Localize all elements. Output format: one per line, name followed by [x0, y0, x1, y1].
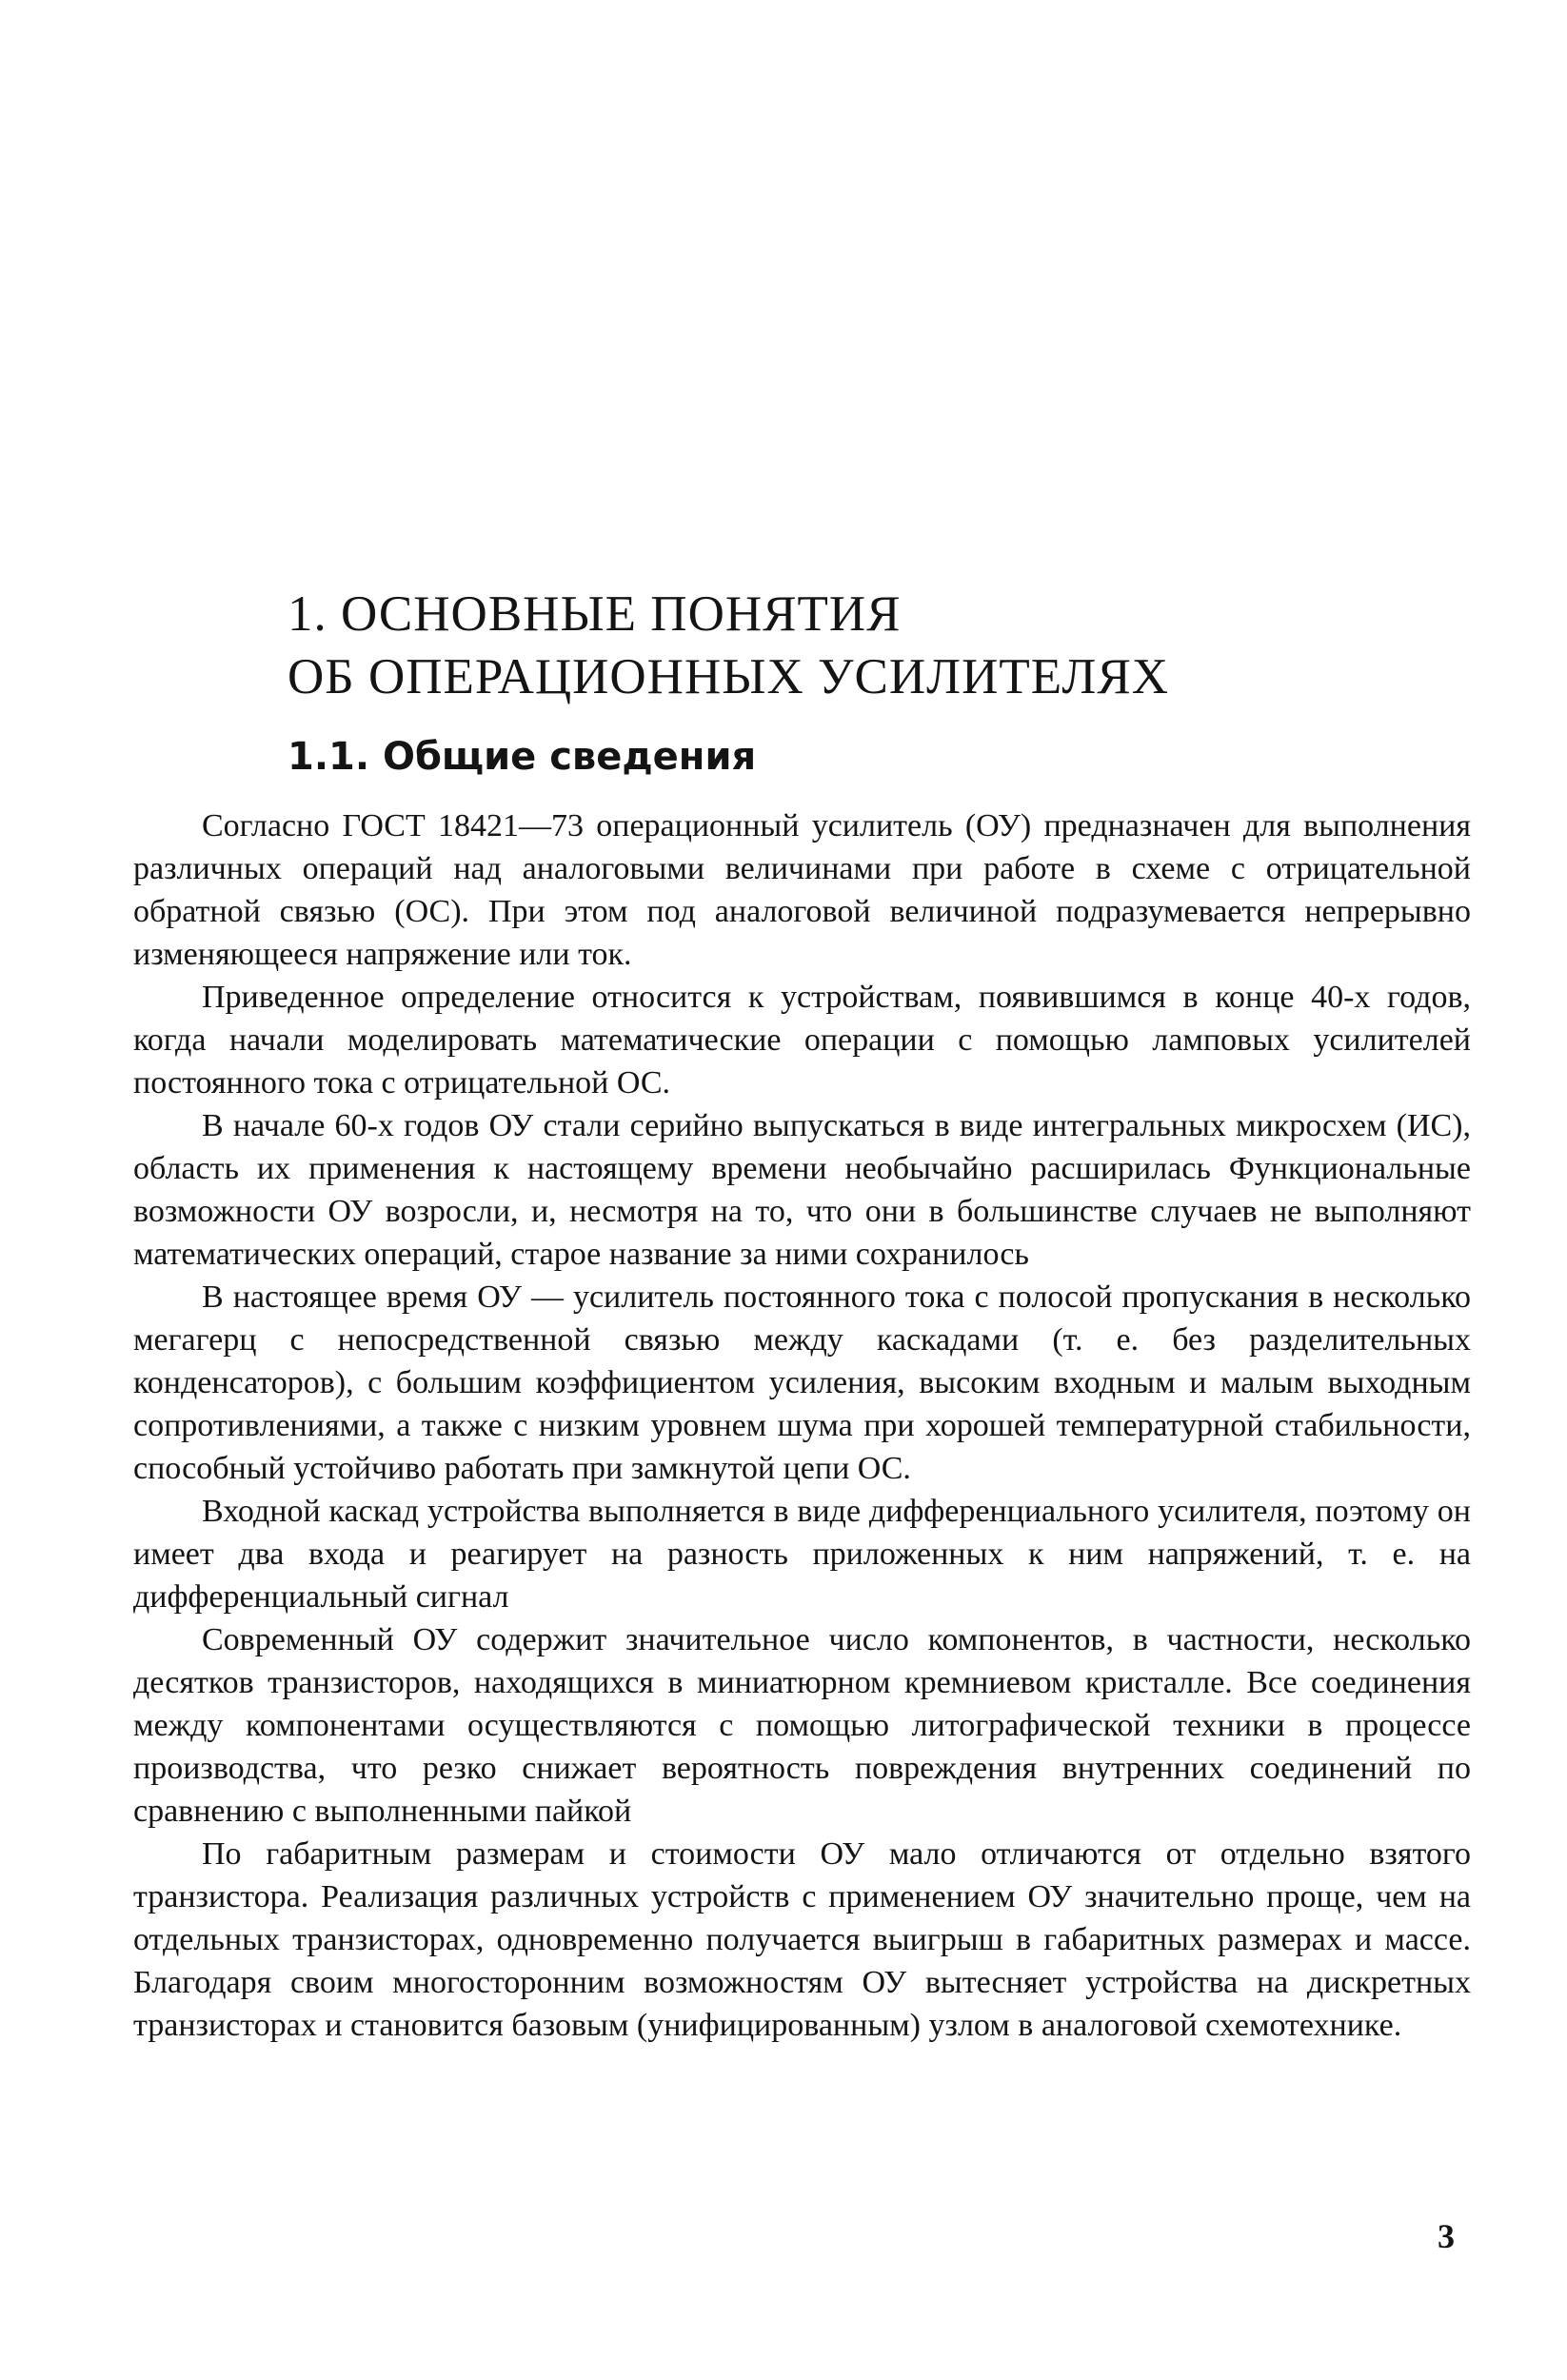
- chapter-title-line-1: 1. ОСНОВНЫЕ ПОНЯТИЯ: [288, 586, 902, 642]
- paragraph-size-cost: По габаритным размерам и стоимости ОУ мало отличаются от отдельно взятого транзистора. Реализация различных устройств с применением ОУ значительно проще, чем на отдельных транзисторах, одновременно получается выигрыш в габаритных размерах и массе. Благодаря своим многосторонним возможностям ОУ вытесняет устройства на дискретных транзисторах и становится базовым (унифицированным) узлом в аналоговой схемотехнике.: [133, 1836, 1471, 2043]
- section-title: 1.1. Общие сведения: [288, 735, 757, 779]
- paragraph-modern-definition: В настоящее время ОУ — усилитель постоянного тока с полосой пропускания в несколько мегагерц с непосредственной связью между каскадами (т. е. без разделительных конденсаторов), с большим коэффициентом усиления, высоким входным и малым выходным сопротивлениями, а также с низким уровнем шума при хорошей температурной стабильности, способный устойчиво работать при замкнутой цепи ОС.: [133, 1279, 1471, 1486]
- paragraph-history-40s: Приведенное определение относится к устройствам, появившимся в конце 40-х годов, когда начали моделировать математические операции с помощью ламповых усилителей постоянного тока с отрицательной ОС.: [133, 980, 1471, 1101]
- paragraph-gost-definition: Согласно ГОСТ 18421—73 операционный усилитель (ОУ) предназначен для выполнения различных операций над аналоговыми величинами при работе в схеме с отрицательной обратной связью (ОС). При этом под аналоговой величиной подразумевается непрерывно изменяющееся напряжение или ток.: [133, 808, 1471, 972]
- paragraph-history-60s: В начале 60-х годов ОУ стали серийно выпускаться в виде интегральных микросхем (ИС), область их применения к настоящему времени необычайно расширилась Функциональные возможности ОУ возросли, и, несмотря на то, что они в большинстве случаев не выполняют математических операций, старое название за ними сохранилось: [133, 1108, 1471, 1272]
- paragraph-components: Современный ОУ содержит значительное число компонентов, в частности, несколько десятков транзисторов, находящихся в миниатюрном кремниевом кристалле. Все соединения между компонентами осуществляются с помощью литографической техники в процессе производства, что резко снижает вероятность повреждения внутренних соединений по сравнению с выполненными пайкой: [133, 1622, 1471, 1829]
- body-text: [133, 804, 1471, 2047]
- chapter-title: [288, 583, 1335, 708]
- page-number: 3: [1438, 2217, 1455, 2255]
- chapter-title-line-2: ОБ ОПЕРАЦИОННЫХ УСИЛИТЕЛЯХ: [288, 649, 1169, 704]
- paragraph-input-stage: Входной каскад устройства выполняется в виде дифференциального усилителя, поэтому он имеет два входа и реагирует на разность приложенных к ним напряжений, т. е. на дифференциальный сигнал: [133, 1494, 1471, 1615]
